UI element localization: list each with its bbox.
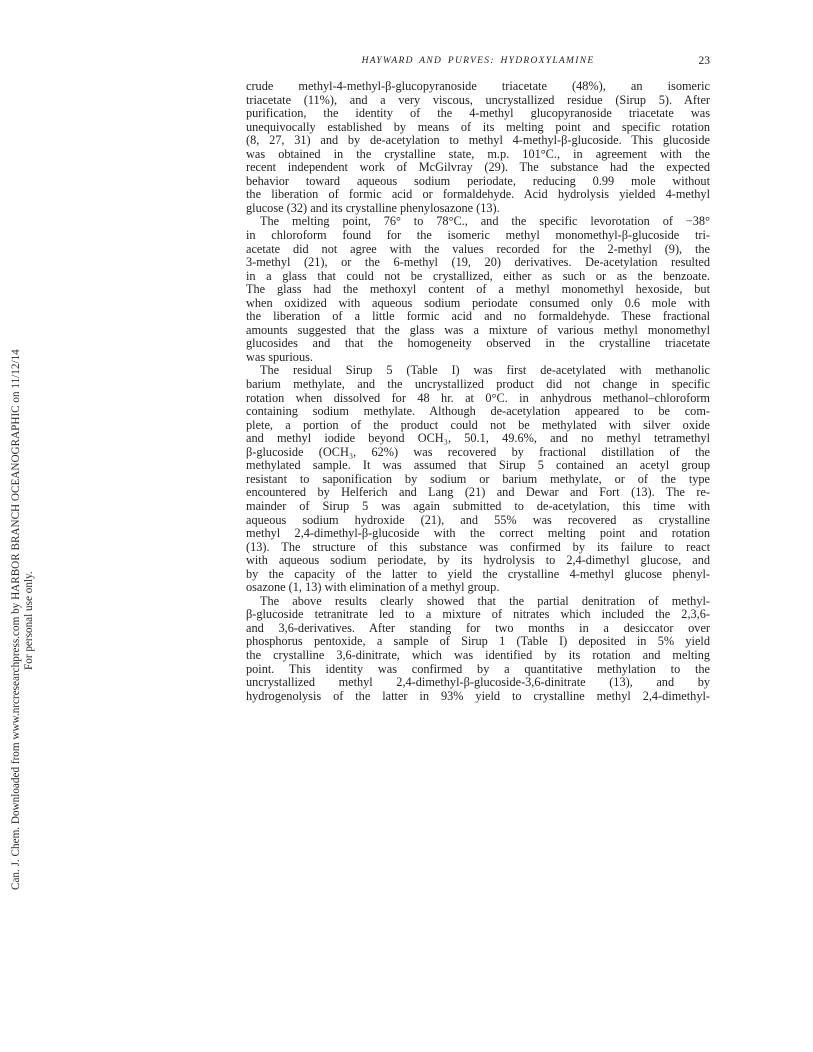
body-line: with aqueous sodium periodate, by its hydrolysis to 2,4-dimethyl glucose, and xyxy=(246,553,710,568)
body-line: plete, a portion of the product could not be methylated with silver oxide xyxy=(246,417,710,432)
body-line: unequivocally established by means of its melting point and specific rotation xyxy=(246,119,710,134)
body-line: 3-methyl (21), or the 6-methyl (19, 20) derivatives. De-acetylation resulted xyxy=(246,255,710,270)
page-number: 23 xyxy=(698,55,710,67)
body-line: point. This identity was confirmed by a quantitative methylation to the xyxy=(246,661,710,676)
body-line: the liberation of formic acid or formaldehyde. Acid hydrolysis yielded 4-methyl xyxy=(246,187,710,202)
page-header xyxy=(246,56,710,72)
personal-use-notice-text: For personal use only. xyxy=(23,571,35,670)
body-line: the crystalline 3,6-dinitrate, which was identified by its rotation and melting xyxy=(246,647,710,662)
body-line: mainder of Sirup 5 was again submitted to de-acetylation, this time with xyxy=(246,498,710,513)
body-line: encountered by Helferich and Lang (21) and Dewar and Fort (13). The re- xyxy=(246,485,710,500)
body-line: was obtained in the crystalline state, m.p. 101°C., in agreement with the xyxy=(246,146,710,161)
body-line: glucosides and that the homogeneity observed in the crystalline triacetate xyxy=(246,336,710,351)
body-line: (8, 27, 31) and by de-acetylation to methyl 4-methyl-β-glucoside. This glucoside xyxy=(246,133,710,148)
body-line: (13). The structure of this substance was confirmed by its failure to react xyxy=(246,539,710,554)
body-line: and 3,6-derivatives. After standing for two months in a desiccator over xyxy=(246,620,710,635)
body-line: in a glass that could not be crystallized, either as such or as the benzoate. xyxy=(246,268,710,283)
body-line: recent independent work of McGilvray (29). The substance had the expected xyxy=(246,160,710,175)
body-line: behavior toward aqueous sodium periodate, reducing 0.99 mole without xyxy=(246,173,710,188)
body-line: uncrystallized methyl 2,4-dimethyl-β-glucoside-3,6-dinitrate (13), and by xyxy=(246,675,710,690)
body-line: glucose (32) and its crystalline phenylosazone (13). xyxy=(246,200,500,215)
body-line: crude methyl-4-methyl-β-glucopyranoside triacetate (48%), an isomeric xyxy=(246,79,710,93)
body-line: β-glucoside (OCH₃, 62%) was recovered by fractional distillation of the xyxy=(246,444,710,459)
download-notice-text: Can. J. Chem. Downloaded from www.nrcresearchpress.com by HARBOR BRANCH OCEANOGRAPHIC on 11/12/14 xyxy=(10,349,22,890)
body-line: The melting point, 76° to 78°C., and the specific levorotation of −38° xyxy=(260,214,710,229)
body-line: resistant to saponification by sodium or barium methylate, or of the type xyxy=(246,471,710,486)
body-line: was spurious. xyxy=(246,349,313,364)
body-line: acetate did not agree with the values recorded for the 2-methyl (9), the xyxy=(246,241,710,256)
body-line: and methyl iodide beyond OCH₃, 50.1, 49.6%, and no methyl tetramethyl xyxy=(246,431,710,446)
body-line: containing sodium methylate. Although de-acetylation appeared to be com- xyxy=(246,404,710,419)
running-head: HAYWARD AND PURVES: HYDROXYLAMINE xyxy=(361,56,595,66)
body-line: barium methylate, and the uncrystallized product did not change in specific xyxy=(246,377,710,392)
body-line: amounts suggested that the glass was a mixture of various methyl monomethyl xyxy=(246,322,710,337)
body-line: The residual Sirup 5 (Table I) was first de-acetylated with methanolic xyxy=(260,363,710,378)
body-line: aqueous sodium hydroxide (21), and 55% was recovered as crystalline xyxy=(246,512,710,527)
margin-download-notice xyxy=(8,200,42,890)
body-line: purification, the identity of the 4-methyl glucopyranoside triacetate was xyxy=(246,106,710,121)
article-body xyxy=(246,80,710,703)
body-line: phosphorus pentoxide, a sample of Sirup 1 (Table I) deposited in 5% yield xyxy=(246,634,710,649)
body-line: by the capacity of the latter to yield the crystalline 4-methyl glucose phenyl- xyxy=(246,566,710,581)
body-line: β-glucoside tetranitrate led to a mixture of nitrates which included the 2,3,6- xyxy=(246,607,710,622)
body-line: when oxidized with aqueous sodium periodate consumed only 0.6 mole with xyxy=(246,295,710,310)
body-line: triacetate (11%), and a very viscous, uncrystallized residue (Sirup 5). After xyxy=(246,92,710,107)
body-line: osazone (1, 13) with elimination of a methyl group. xyxy=(246,580,500,595)
body-line: in chloroform found for the isomeric methyl monomethyl-β-glucoside tri- xyxy=(246,228,710,243)
body-line: methyl 2,4-dimethyl-β-glucoside with the correct melting point and rotation xyxy=(246,526,710,541)
body-line: hydrogenolysis of the latter in 93% yield to crystalline methyl 2,4-dimethyl- xyxy=(246,688,710,703)
body-line: The above results clearly showed that the partial denitration of methyl- xyxy=(260,593,710,608)
body-line: the liberation of a little formic acid and no formaldehyde. These fractional xyxy=(246,309,710,324)
body-line: methylated sample. It was assumed that Sirup 5 contained an acetyl group xyxy=(246,458,710,473)
body-line: The glass had the methoxyl content of a methyl monomethyl hexoside, but xyxy=(246,282,710,297)
body-line: rotation when dissolved for 48 hr. at 0°C. in anhydrous methanol–chloroform xyxy=(246,390,710,405)
